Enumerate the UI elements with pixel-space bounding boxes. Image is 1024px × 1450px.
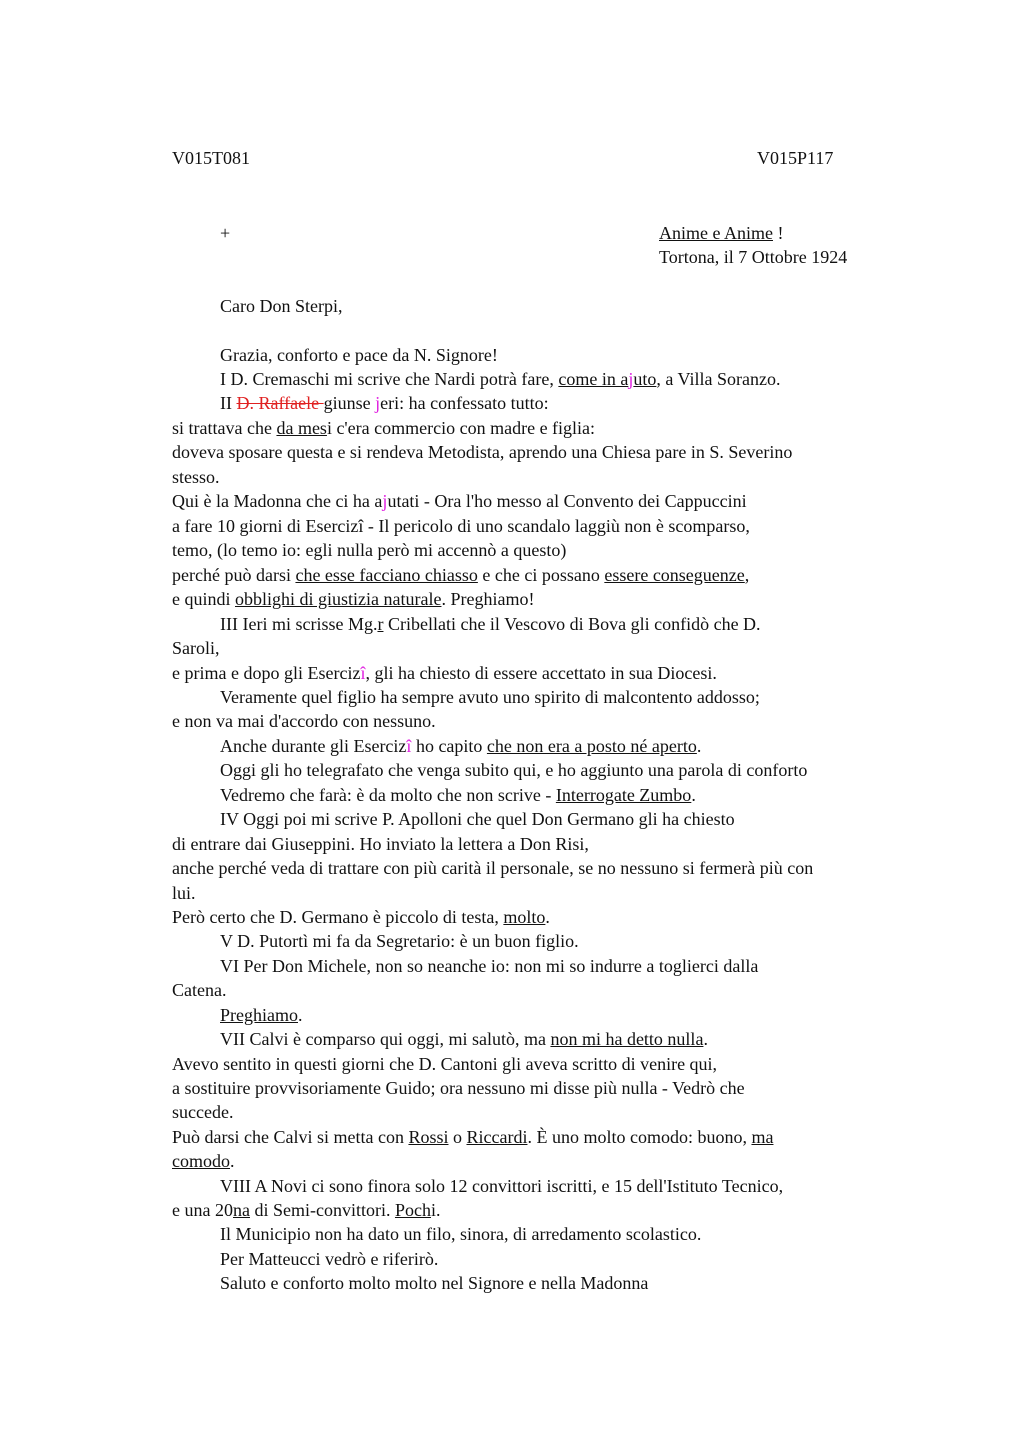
body-line bbox=[172, 417, 595, 439]
body-line bbox=[172, 906, 550, 928]
body-line: a sostituire provvisoriamente Guido; ora nessuno mi disse più nulla - Vedrò che bbox=[172, 1078, 745, 1098]
correction-run: j bbox=[382, 491, 388, 511]
body-line bbox=[220, 735, 701, 757]
text-run: . bbox=[691, 785, 696, 805]
text-run: Qui è la Madonna che ci ha a bbox=[172, 491, 383, 511]
underlined-run: Preghiamo bbox=[220, 1005, 298, 1025]
header-code-left: V015T081 bbox=[172, 148, 250, 168]
body-line: Grazia, conforto e pace da N. Signore! bbox=[220, 345, 498, 365]
text-run: I D. Cremaschi mi scrive che Nardi potrà fare, bbox=[220, 369, 559, 389]
body-line bbox=[220, 1004, 303, 1026]
body-line: temo, (lo temo io: egli nulla però mi accennò a questo) bbox=[172, 540, 567, 560]
underlined-run: non mi ha detto nulla bbox=[550, 1029, 704, 1049]
place-date: Tortona, il 7 Ottobre 1924 bbox=[659, 247, 848, 267]
underlined-run: comodo bbox=[172, 1151, 230, 1171]
underlined-run: molto bbox=[503, 907, 546, 927]
text-run: si trattava che bbox=[172, 418, 277, 438]
body-line bbox=[172, 564, 749, 586]
correction-run: j bbox=[628, 369, 634, 389]
salutation: Caro Don Sterpi, bbox=[220, 296, 343, 316]
text-run: utati - Ora l'ho messo al Convento dei Cappuccini bbox=[387, 491, 747, 511]
text-run: i c'era commercio con madre e figlia: bbox=[326, 418, 596, 438]
closing-line: Saluto e conforto molto molto nel Signore e nella Madonna bbox=[220, 1273, 649, 1293]
text-run: e che ci possano bbox=[477, 565, 605, 585]
body-line bbox=[220, 613, 761, 635]
body-line: e non va mai d'accordo con nessuno. bbox=[172, 711, 436, 731]
text-run: Cribellati che il Vescovo di Bova gli confidò che D. bbox=[383, 614, 761, 634]
underlined-run: da mes bbox=[276, 418, 327, 438]
underlined-run: essere conseguenze bbox=[604, 565, 745, 585]
body-line bbox=[172, 1150, 235, 1172]
body-line bbox=[172, 1199, 440, 1221]
underlined-run: obblighi di giustizia naturale bbox=[235, 589, 442, 609]
text-run: e una 20 bbox=[172, 1200, 233, 1220]
body-line: V D. Putortì mi fa da Segretario: è un buon figlio. bbox=[220, 931, 579, 951]
text-run: ho capito bbox=[411, 736, 487, 756]
text-run: Però certo che D. Germano è piccolo di testa, bbox=[172, 907, 504, 927]
underlined-run bbox=[558, 369, 656, 389]
text-run: e quindi bbox=[172, 589, 235, 609]
body-line: stesso. bbox=[172, 467, 220, 487]
text-run: giunse bbox=[323, 393, 376, 413]
underlined-run: na bbox=[232, 1200, 250, 1220]
text-run: i. bbox=[430, 1200, 441, 1220]
underlined-run: che non era a posto né aperto bbox=[486, 736, 697, 756]
text-run: VII Calvi è comparso qui oggi, mi salutò, ma bbox=[220, 1029, 551, 1049]
header-cross: + bbox=[220, 223, 231, 243]
correction-run: î bbox=[406, 736, 412, 756]
text-run: , gli ha chiesto di essere accettato in sua Diocesi. bbox=[365, 663, 717, 683]
body-line: doveva sposare questa e si rendeva Metodista, aprendo una Chiesa pare in S. Severino bbox=[172, 442, 793, 462]
body-line: lui. bbox=[172, 883, 196, 903]
body-line bbox=[220, 1028, 708, 1050]
body-line bbox=[172, 662, 717, 684]
header-code-right: V015P117 bbox=[757, 148, 834, 168]
body-line: Saroli, bbox=[172, 638, 220, 658]
text-run: perché può darsi bbox=[172, 565, 296, 585]
underlined-run: che esse facciano chiasso bbox=[295, 565, 478, 585]
body-line: anche perché veda di trattare con più carità il personale, se no nessuno si fermerà più con bbox=[172, 858, 814, 878]
text-run: II bbox=[220, 393, 237, 413]
text-run: . bbox=[230, 1151, 235, 1171]
text-run: - Il pericolo di uno scandalo laggiù non è scomparso, bbox=[363, 516, 750, 536]
underlined-run: Riccardi bbox=[466, 1127, 528, 1147]
letter-title bbox=[659, 222, 783, 244]
text-run: uto bbox=[633, 369, 657, 389]
body-line: VI Per Don Michele, non so neanche io: non mi so indurre a toglierci dalla bbox=[220, 956, 759, 976]
title-underlined: Anime e Anime bbox=[659, 223, 773, 243]
correction-run: j bbox=[375, 393, 381, 413]
underlined-run: Poch bbox=[394, 1200, 431, 1220]
body-line bbox=[220, 392, 549, 414]
text-run: Vedremo che farà: è da molto che non scrive - bbox=[220, 785, 556, 805]
body-line: IV Oggi poi mi scrive P. Apolloni che quel Don Germano gli ha chiesto bbox=[220, 809, 735, 829]
text-run: . Preghiamo! bbox=[441, 589, 535, 609]
text-run: Può darsi che Calvi si metta con bbox=[172, 1127, 409, 1147]
body-line: Veramente quel figlio ha sempre avuto uno spirito di malcontento addosso; bbox=[220, 687, 760, 707]
text-run: a fare 10 giorni di Esercizî bbox=[172, 516, 364, 536]
text-run: Anche durante gli Eserciz bbox=[220, 736, 407, 756]
text-run: . bbox=[703, 1029, 708, 1049]
text-run: . bbox=[696, 736, 702, 756]
title-exclamation: ! bbox=[772, 223, 784, 243]
text-run: o bbox=[448, 1127, 467, 1147]
body-line: succede. bbox=[172, 1102, 234, 1122]
body-line bbox=[220, 784, 696, 806]
body-line bbox=[172, 490, 747, 512]
text-run: e prima e dopo gli Eserciz bbox=[172, 663, 361, 683]
body-line: Catena. bbox=[172, 980, 227, 1000]
text-run: III Ieri mi scrisse Mg. bbox=[220, 614, 378, 634]
text-run: , a Villa Soranzo. bbox=[656, 369, 781, 389]
underlined-run: ma bbox=[751, 1127, 774, 1147]
correction-run: î bbox=[360, 663, 366, 683]
body-line bbox=[172, 588, 534, 610]
underlined-run: Interrogate Zumbo bbox=[555, 785, 692, 805]
text-run: . bbox=[298, 1005, 303, 1025]
body-line bbox=[220, 368, 780, 390]
underlined-run: r bbox=[377, 614, 384, 634]
text-run: come in a bbox=[558, 369, 629, 389]
underlined-run: Rossi bbox=[408, 1127, 449, 1147]
body-line: VIII A Novi ci sono finora solo 12 convittori iscritti, e 15 dell'Istituto Tecnico, bbox=[220, 1176, 784, 1196]
body-line: Oggi gli ho telegrafato che venga subito qui, e ho aggiunto una parola di conforto bbox=[220, 760, 808, 780]
body-line bbox=[172, 1126, 773, 1148]
body-line bbox=[172, 515, 750, 537]
body-line: Per Matteucci vedrò e riferirò. bbox=[220, 1249, 439, 1269]
body-line: Il Municipio non ha dato un filo, sinora, di arredamento scolastico. bbox=[220, 1224, 702, 1244]
text-run: eri: ha confessato tutto: bbox=[380, 393, 549, 413]
text-run: . È uno molto comodo: buono, bbox=[527, 1127, 752, 1147]
body-line: Avevo sentito in questi giorni che D. Cantoni gli aveva scritto di venire qui, bbox=[172, 1054, 718, 1074]
deleted-run: D. Raffaele bbox=[236, 393, 324, 413]
text-run: di Semi-convittori. bbox=[249, 1200, 395, 1220]
body-line: di entrare dai Giuseppini. Ho inviato la lettera a Don Risi, bbox=[172, 834, 589, 854]
text-run: . bbox=[545, 907, 550, 927]
text-run: , bbox=[744, 565, 750, 585]
